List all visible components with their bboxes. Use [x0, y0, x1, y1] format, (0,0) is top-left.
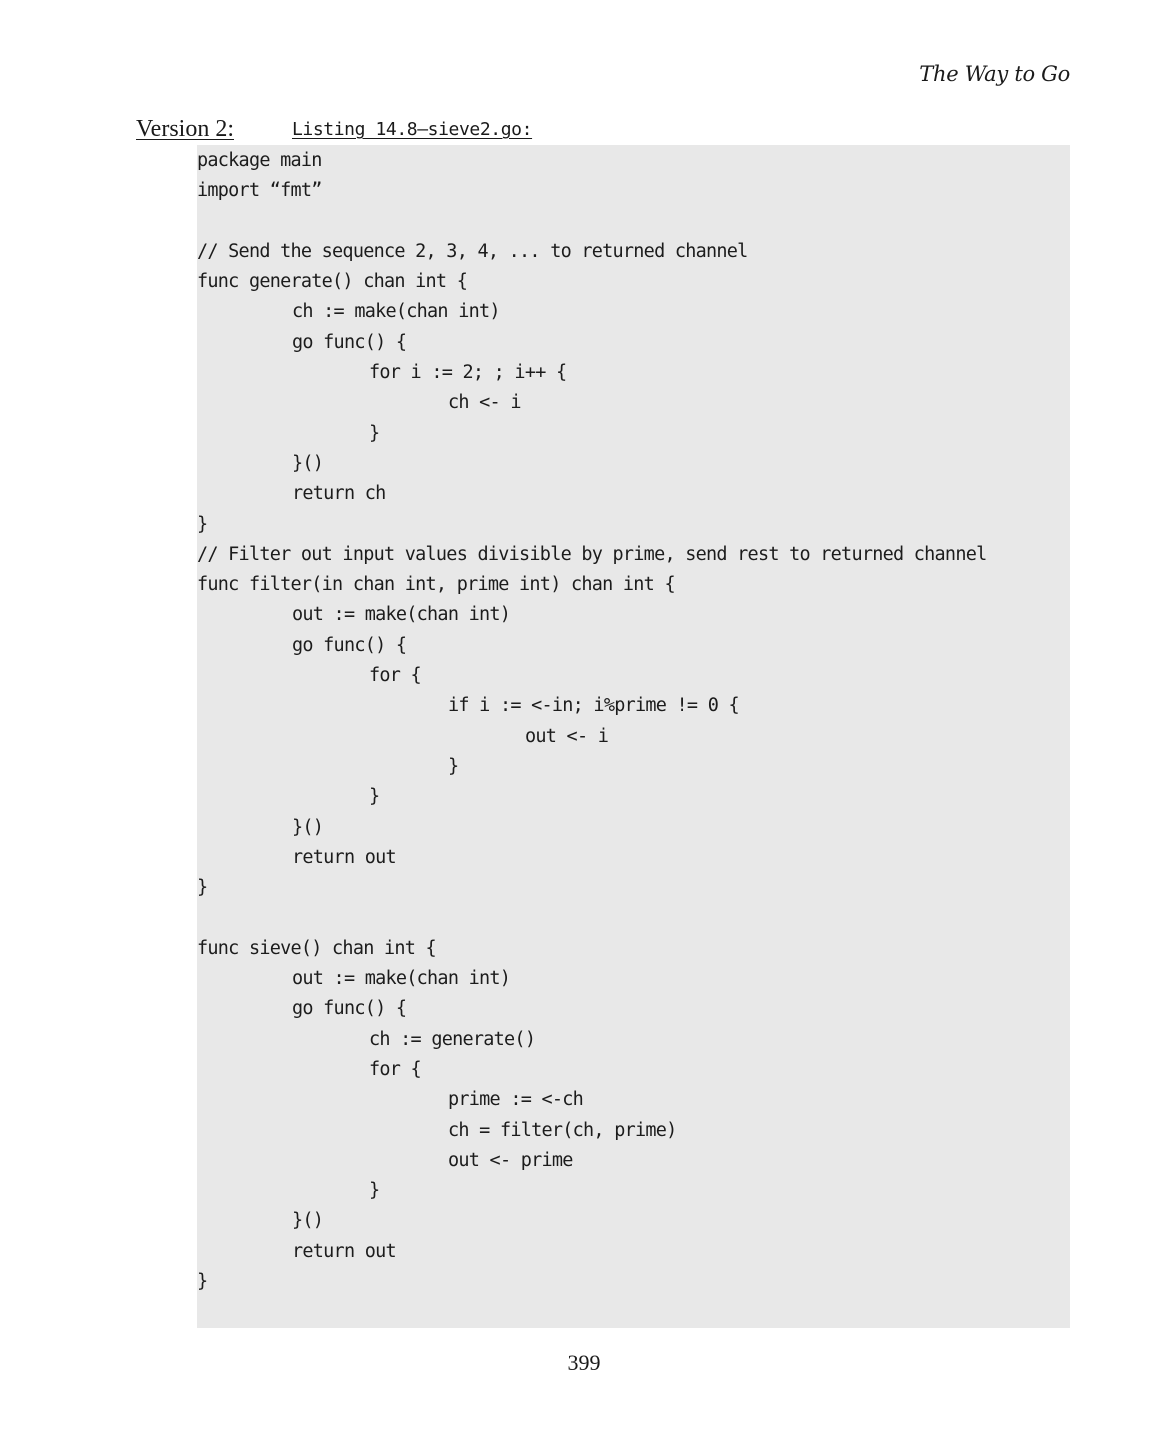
- page-number: 399: [567, 1350, 601, 1375]
- code-line: }(): [292, 816, 324, 838]
- code-line: // Send the sequence 2, 3, 4, ... to returned channel: [197, 240, 748, 262]
- code-line: func filter(in chan int, prime int) chan int {: [197, 574, 675, 596]
- code-line: ch := make(chan int): [292, 301, 500, 323]
- code-line: }: [369, 1180, 380, 1202]
- code-line: go func() {: [292, 634, 407, 656]
- code-line: out := make(chan int): [292, 968, 511, 990]
- code-lines: [197, 146, 1070, 1297]
- code-line: go func() {: [292, 998, 407, 1020]
- code-line: ch <- i: [448, 392, 521, 414]
- code-line: out <- i: [525, 725, 609, 747]
- code-line: package main: [197, 150, 322, 171]
- listing-caption: Listing 14.8—sieve2.go:: [292, 119, 533, 140]
- code-line: return out: [292, 846, 396, 868]
- code-line: }(): [292, 452, 324, 474]
- code-line: prime := <-ch: [448, 1089, 584, 1111]
- version-label: Version 2:: [136, 116, 234, 142]
- code-line: return ch: [292, 483, 386, 505]
- code-line: out <- prime: [448, 1149, 573, 1171]
- code-line: for {: [369, 1058, 421, 1080]
- running-header: The Way to Go: [919, 62, 1070, 86]
- code-line: }: [369, 786, 380, 808]
- code-line: [197, 207, 1070, 237]
- code-line: }: [197, 1270, 208, 1292]
- code-line: }: [197, 877, 208, 899]
- code-line: go func() {: [292, 331, 407, 353]
- code-line: for i := 2; ; i++ {: [369, 362, 567, 384]
- code-line: }: [197, 513, 208, 535]
- code-line: }: [369, 422, 380, 444]
- code-line: ch = filter(ch, prime): [448, 1119, 677, 1141]
- code-line: out := make(chan int): [292, 604, 511, 626]
- code-block: [197, 145, 1070, 1328]
- code-line: for {: [369, 665, 421, 687]
- code-line: import “fmt”: [197, 180, 322, 202]
- code-line: }(): [292, 1210, 324, 1232]
- code-line: }: [448, 755, 459, 777]
- code-line: func generate() chan int {: [197, 271, 468, 293]
- code-line: // Filter out input values divisible by prime, send rest to returned channel: [197, 543, 987, 565]
- code-line: ch := generate(): [369, 1028, 536, 1050]
- code-line: return out: [292, 1240, 396, 1262]
- code-line: [197, 903, 1070, 933]
- code-line: if i := <-in; i%prime != 0 {: [448, 695, 739, 717]
- code-line: func sieve() chan int {: [197, 937, 436, 959]
